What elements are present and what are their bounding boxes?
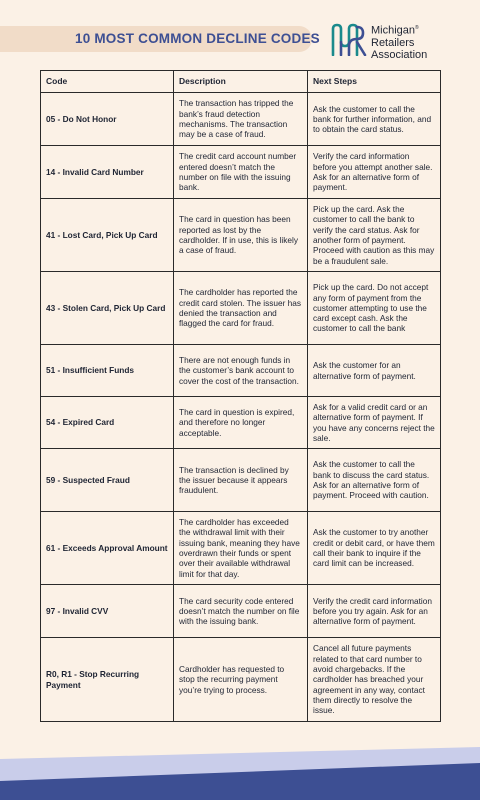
table-body [41, 93, 441, 722]
table-header-row [41, 71, 441, 93]
next-steps-cell: Pick up the card. Do not accept any form of payment from the customer attempting to use the card except cash. Ask the customer to call the bank [308, 272, 441, 345]
footer-wave [0, 735, 480, 800]
logo-line-2: Retailers [371, 36, 415, 49]
description-cell: Cardholder has requested to stop the recurring payment you’re trying to process. [174, 638, 308, 722]
description-cell: There are not enough funds in the customer’s bank account to cover the cost of the transaction. [174, 345, 308, 397]
description-cell: The card security code entered doesn’t match the number on file with the issuing bank. [174, 585, 308, 638]
next-steps-cell: Verify the card information before you attempt another sale. Ask for an alternative form of payment. [308, 146, 441, 199]
header-next-steps: Next Steps [308, 71, 441, 93]
code-cell: 14 - Invalid Card Number [41, 146, 174, 199]
table-row [41, 345, 441, 397]
next-steps-cell: Ask the customer to try another credit or debit card, or have them call their bank to inquire if the card limit can be increased. [308, 512, 441, 585]
table-row [41, 638, 441, 722]
code-cell: 51 - Insufficient Funds [41, 345, 174, 397]
description-cell: The transaction is declined by the issuer because it appears fraudulent. [174, 449, 308, 512]
logo-line-1: Michigan [371, 24, 416, 37]
code-cell: 59 - Suspected Fraud [41, 449, 174, 512]
description-cell: The cardholder has reported the credit card stolen. The issuer has denied the transaction and flagged the card for fraud. [174, 272, 308, 345]
description-cell: The credit card account number entered doesn’t match the number on file with the issuing bank. [174, 146, 308, 199]
header-code: Code [41, 71, 174, 93]
next-steps-cell: Verify the credit card information before you try again. Ask for an alternative form of payment. [308, 585, 441, 638]
table-row [41, 585, 441, 638]
next-steps-cell: Ask for a valid credit card or an alternative form of payment. If you have any concerns reject the sale. [308, 397, 441, 449]
table-row [41, 146, 441, 199]
description-cell: The card in question is expired, and therefore no longer acceptable. [174, 397, 308, 449]
logo [330, 20, 470, 60]
next-steps-cell: Pick up the card. Ask the customer to call the bank to verify the card status. Ask for another form of payment. Proceed with caution as this may be a fraudulent sale. [308, 199, 441, 272]
description-cell: The cardholder has exceeded the withdrawal limit with their issuing bank, meaning they have overdrawn their funds or spent over their available withdrawal limit for that day. [174, 512, 308, 585]
code-cell: 05 - Do Not Honor [41, 93, 174, 146]
logo-line-3: Association [371, 48, 428, 61]
decline-codes-table [40, 70, 441, 722]
page-title: 10 MOST COMMON DECLINE CODES [75, 31, 320, 46]
registered-mark: ® [415, 25, 419, 31]
header-description: Description [174, 71, 308, 93]
description-cell: The card in question has been reported as lost by the cardholder. If in use, this is likely a case of fraud. [174, 199, 308, 272]
code-cell: 54 - Expired Card [41, 397, 174, 449]
code-cell: 41 - Lost Card, Pick Up Card [41, 199, 174, 272]
code-cell: R0, R1 - Stop Recurring Payment [41, 638, 174, 722]
next-steps-cell: Ask the customer to call the bank to discuss the card status. Ask for an alternative form of payment. Proceed with caution. [308, 449, 441, 512]
logo-wordmark [371, 22, 427, 61]
table-row [41, 397, 441, 449]
michigan-retailers-logo-icon [330, 22, 368, 56]
next-steps-cell: Ask the customer for an alternative form of payment. [308, 345, 441, 397]
next-steps-cell: Cancel all future payments related to that card number to avoid chargebacks. If the cardholder has breached your agreement in any way, contact them directly to resolve the issue. [308, 638, 441, 722]
table-row [41, 199, 441, 272]
code-cell: 43 - Stolen Card, Pick Up Card [41, 272, 174, 345]
table-row [41, 449, 441, 512]
table-row [41, 272, 441, 345]
description-cell: The transaction has tripped the bank’s fraud detection mechanisms. The transaction may be a case of fraud. [174, 93, 308, 146]
table-row [41, 512, 441, 585]
code-cell: 97 - Invalid CVV [41, 585, 174, 638]
code-cell: 61 - Exceeds Approval Amount [41, 512, 174, 585]
next-steps-cell: Ask the customer to call the bank for further information, and to obtain the card status. [308, 93, 441, 146]
table-row [41, 93, 441, 146]
